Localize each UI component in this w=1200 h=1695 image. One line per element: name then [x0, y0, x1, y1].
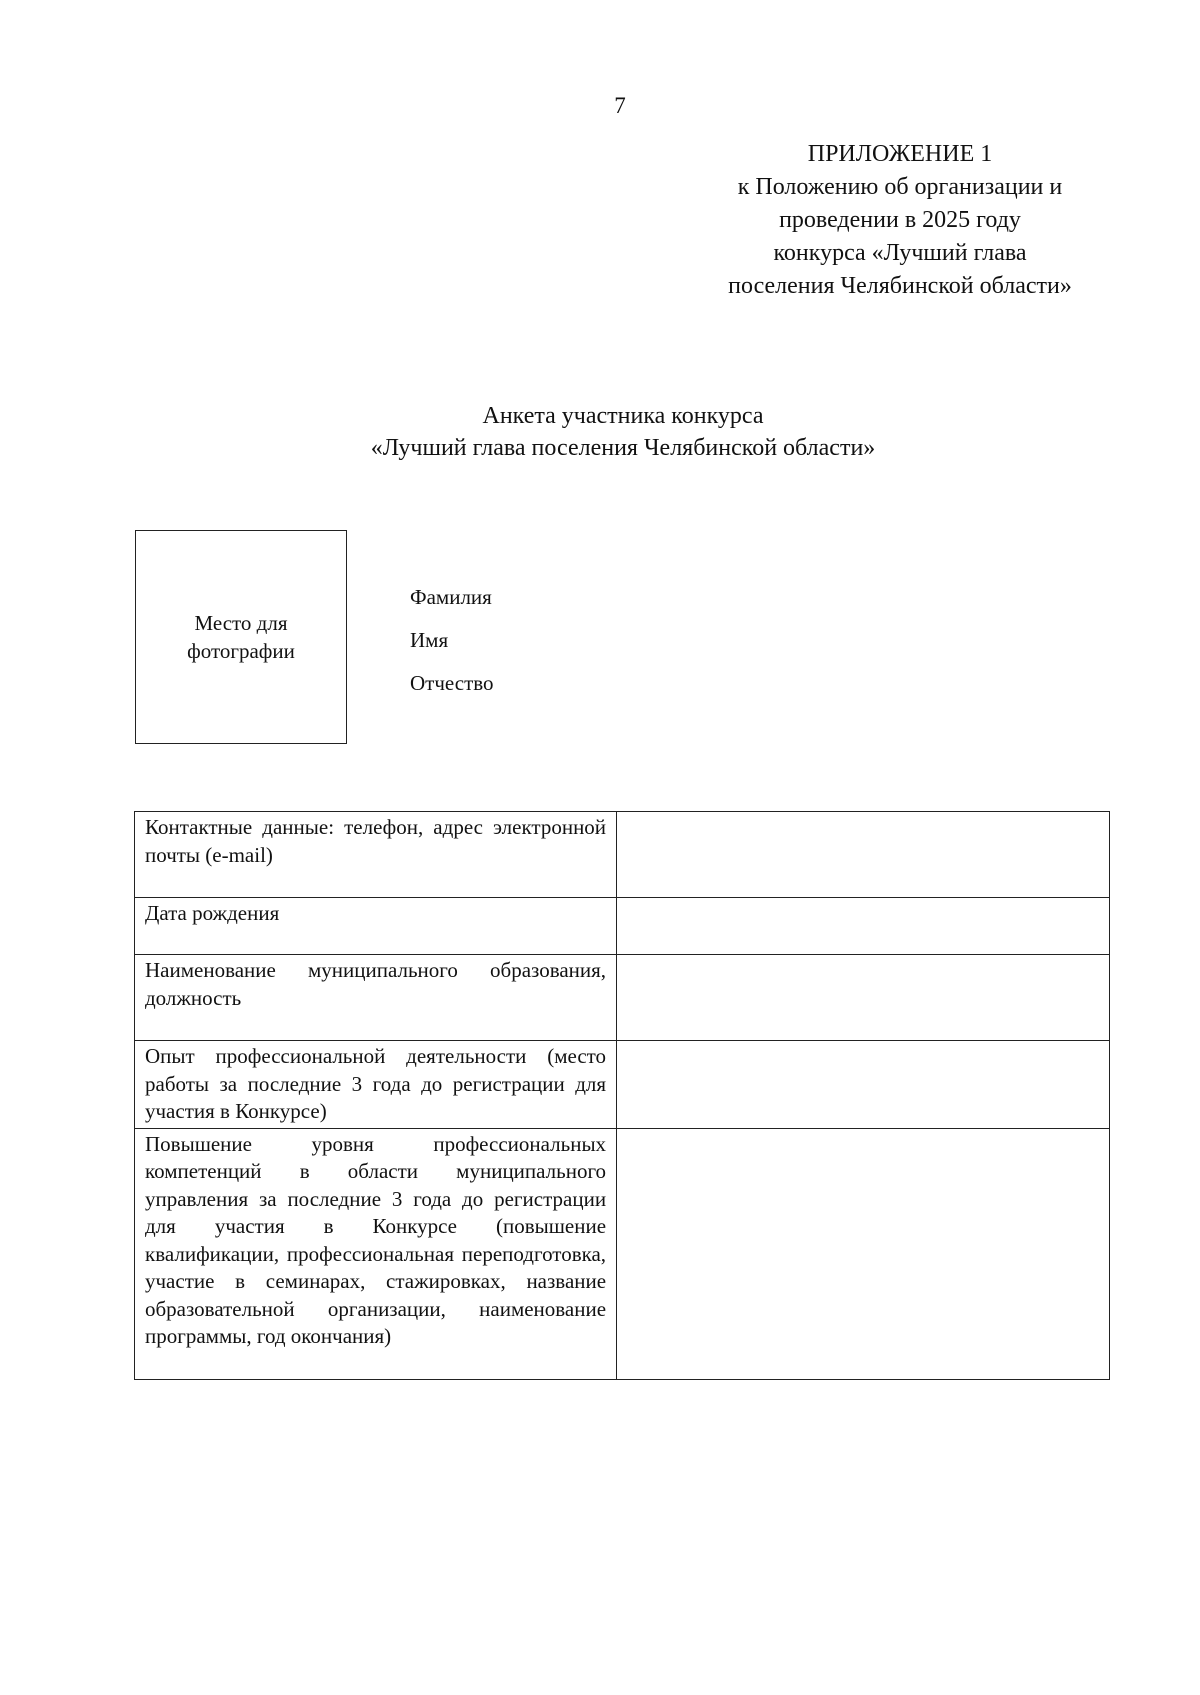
appendix-line: конкурса «Лучший глава	[773, 240, 1027, 266]
photo-placeholder	[135, 530, 347, 744]
patronymic-label: Отчество	[410, 671, 494, 695]
row-value-birth-date	[617, 898, 1110, 955]
row-value-municipality	[617, 955, 1110, 1041]
photo-label-line: Место для	[194, 611, 288, 635]
first-name-label: Имя	[410, 628, 449, 652]
row-label-competencies: Повышение уровня профессиональных компетенций в области муниципального управления за последние 3 года до регистрации для участия в Конкурсе (повышение квалификации, профессиональная переподготовка, участие в семинарах, стажировках, название образовательной организации, наименование программы, год окончания)	[135, 1128, 617, 1379]
table-row	[135, 898, 1110, 955]
page-number: 7	[614, 93, 626, 118]
form-title-line: Анкета участника конкурса	[482, 403, 764, 429]
photo-label-line: фотографии	[187, 639, 295, 663]
appendix-title: ПРИЛОЖЕНИЕ 1	[807, 141, 993, 167]
surname-label: Фамилия	[410, 585, 492, 609]
table-row	[135, 955, 1110, 1041]
form-title-line: «Лучший глава поселения Челябинской области»	[370, 435, 876, 461]
row-value-experience	[617, 1041, 1110, 1129]
appendix-line: поселения Челябинской области»	[728, 273, 1072, 299]
name-fields	[410, 585, 494, 714]
form-title	[0, 400, 1200, 464]
table-row	[135, 1041, 1110, 1129]
table-row	[135, 1128, 1110, 1379]
photo-placeholder-text	[187, 609, 295, 665]
appendix-line: к Положению об организации и	[737, 174, 1063, 200]
appendix-header	[680, 138, 1120, 303]
row-label-experience: Опыт профессиональной деятельности (место работы за последние 3 года до регистрации для участия в Конкурсе)	[135, 1041, 617, 1129]
row-label-municipality: Наименование муниципального образования, должность	[135, 955, 617, 1041]
appendix-line: проведении в 2025 году	[779, 207, 1021, 233]
participant-info-table	[134, 811, 1110, 1380]
row-label-birth-date: Дата рождения	[135, 898, 617, 955]
table-row	[135, 812, 1110, 898]
row-label-contacts: Контактные данные: телефон, адрес электронной почты (e-mail)	[135, 812, 617, 898]
row-value-competencies	[617, 1128, 1110, 1379]
row-value-contacts	[617, 812, 1110, 898]
